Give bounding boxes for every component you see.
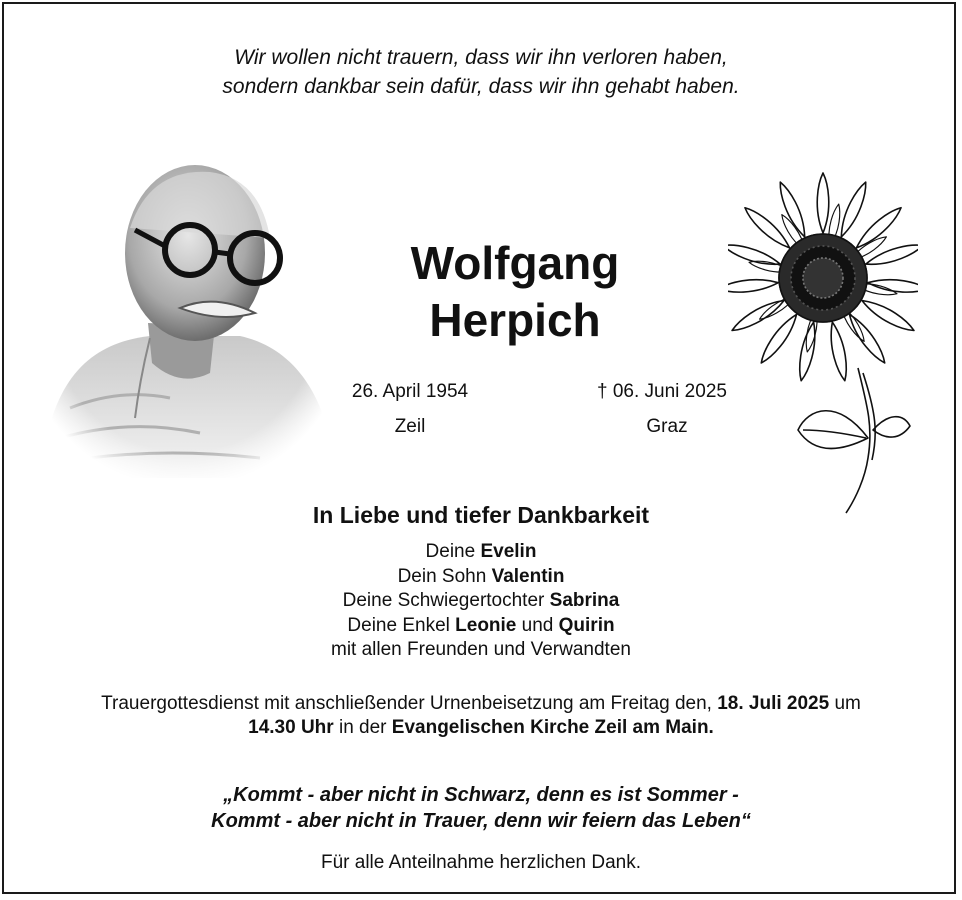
mourner-line-daughter-in-law: Deine Schwiegertochter Sabrina bbox=[342, 590, 620, 611]
closing-quote-line-2: Kommt - aber nicht in Trauer, denn wir feiern das Leben“ bbox=[211, 810, 751, 832]
service-details bbox=[0, 692, 962, 740]
mourner-name: Quirin bbox=[558, 614, 615, 636]
first-name: Wolfgang bbox=[410, 237, 620, 289]
closing-quote bbox=[0, 782, 962, 834]
death-place: Graz bbox=[646, 416, 688, 437]
service-location: Evangelischen Kirche Zeil am Main. bbox=[391, 717, 714, 738]
mourner-name: Valentin bbox=[491, 565, 565, 587]
mourner-line-son: Dein Sohn Valentin bbox=[397, 565, 565, 587]
last-name: Herpich bbox=[429, 294, 601, 346]
sunflower-drawing bbox=[728, 168, 918, 518]
closing-quote-line-1: „Kommt - aber nicht in Schwarz, denn es ist Sommer - bbox=[223, 784, 739, 806]
mourners-list bbox=[0, 540, 962, 663]
opening-quote-line-1: Wir wollen nicht trauern, dass wir ihn verloren haben, bbox=[234, 46, 728, 69]
mourner-name: Evelin bbox=[480, 541, 537, 562]
service-date: 18. Juli 2025 bbox=[717, 693, 830, 714]
service-line-2: 14.30 Uhr in der Evangelischen Kirche Zeil am Main. bbox=[248, 717, 714, 738]
portrait-photo bbox=[30, 158, 340, 488]
mourner-name: Sabrina bbox=[549, 590, 620, 611]
opening-quote-line-2: sondern dankbar sein dafür, dass wir ihn gehabt haben. bbox=[222, 75, 740, 98]
mourner-line-wife: Deine Evelin bbox=[425, 541, 537, 562]
service-time: 14.30 Uhr bbox=[248, 717, 334, 738]
mourner-name: Leonie bbox=[455, 614, 517, 636]
mourner-line-grandchildren: Deine Enkel Leonie und Quirin bbox=[347, 614, 615, 636]
thanks-line: Für alle Anteilnahme herzlichen Dank. bbox=[320, 852, 641, 873]
mourner-line-friends: mit allen Freunden und Verwandten bbox=[331, 639, 631, 660]
service-line-1: Trauergottesdienst mit anschließender Urnenbeisetzung am Freitag den, 18. Juli 2025 um bbox=[101, 693, 861, 714]
birth-date: 26. April 1954 bbox=[351, 381, 469, 402]
dedication-heading: In Liebe und tiefer Dankbarkeit bbox=[312, 502, 650, 528]
death-date: † 06. Juni 2025 bbox=[597, 381, 727, 402]
birth-place: Zeil bbox=[394, 416, 426, 437]
